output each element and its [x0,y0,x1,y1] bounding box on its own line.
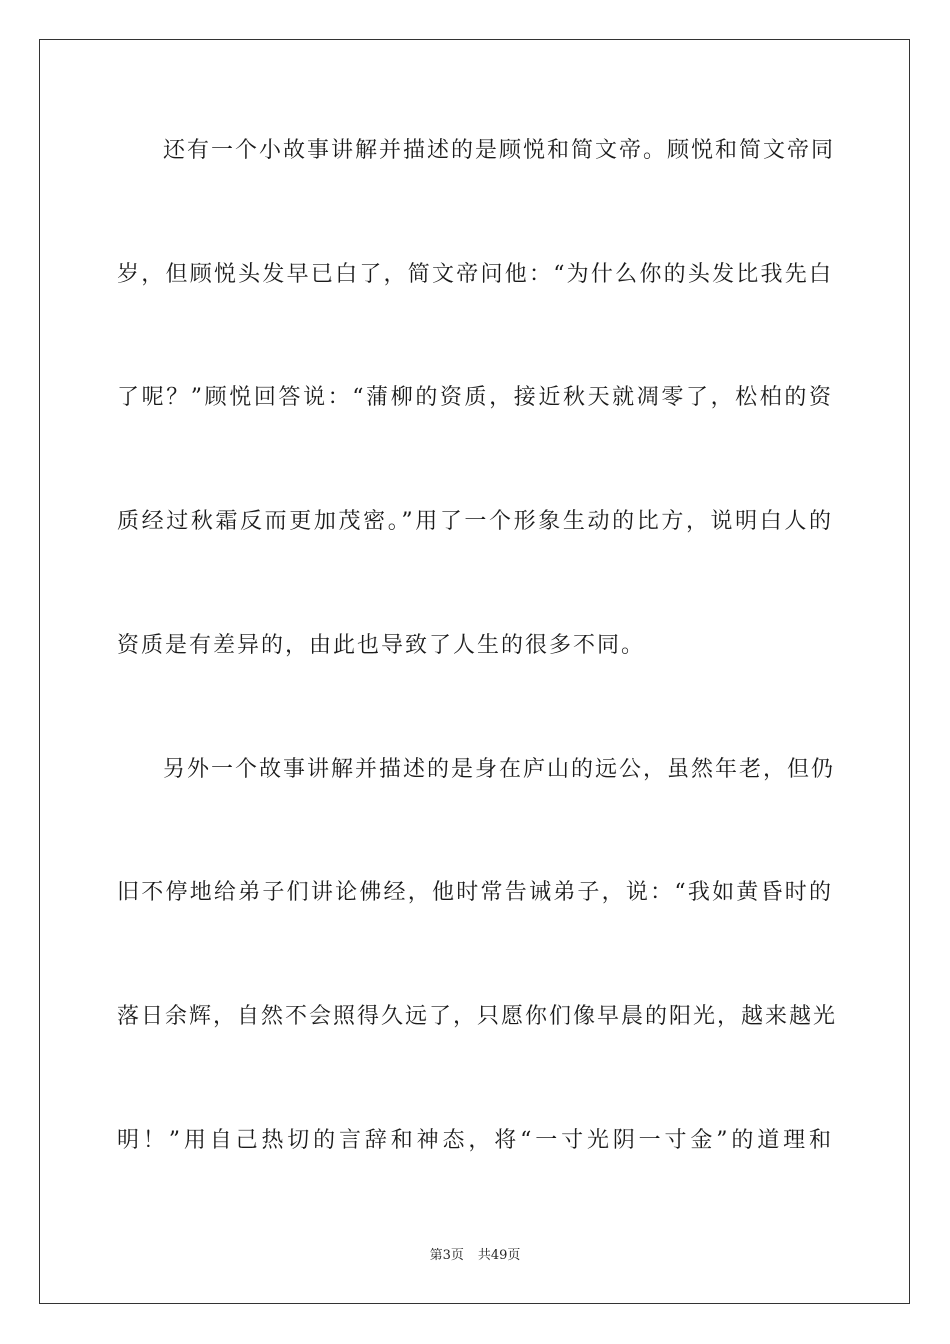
text-line: 还有一个小故事讲解并描述的是顾悦和简文帝。顾悦和简文帝同 [163,138,836,163]
text-line: 资质是有差异的，由此也导致了人生的很多不同。 [117,633,646,658]
text-line: 落日余辉，自然不会照得久远了，只愿你们像早晨的阳光，越来越光 [117,1004,838,1029]
text-line: 明！”用自己热切的言辞和神态，将“一寸光阴一寸金”的道理和 [117,1128,833,1153]
text-line: 了呢？”顾悦回答说：“蒲柳的资质，接近秋天就凋零了，松柏的资 [117,385,833,410]
text-line: 旧不停地给弟子们讲论佛经，他时常告诫弟子，说：“我如黄昏时的 [117,880,833,905]
text-line: 另外一个故事讲解并描述的是身在庐山的远公，虽然年老，但仍 [163,757,836,782]
page-number: 第3页 [429,1248,464,1263]
text-line: 岁，但顾悦头发早已白了，简文帝问他：“为什么你的头发比我先白 [117,262,833,287]
page-border [39,39,910,1304]
page-footer [0,1246,950,1266]
text-line: 质经过秋霜反而更加茂密。”用了一个形象生动的比方，说明白人的 [117,509,833,534]
page-total: 共49页 [477,1248,521,1263]
